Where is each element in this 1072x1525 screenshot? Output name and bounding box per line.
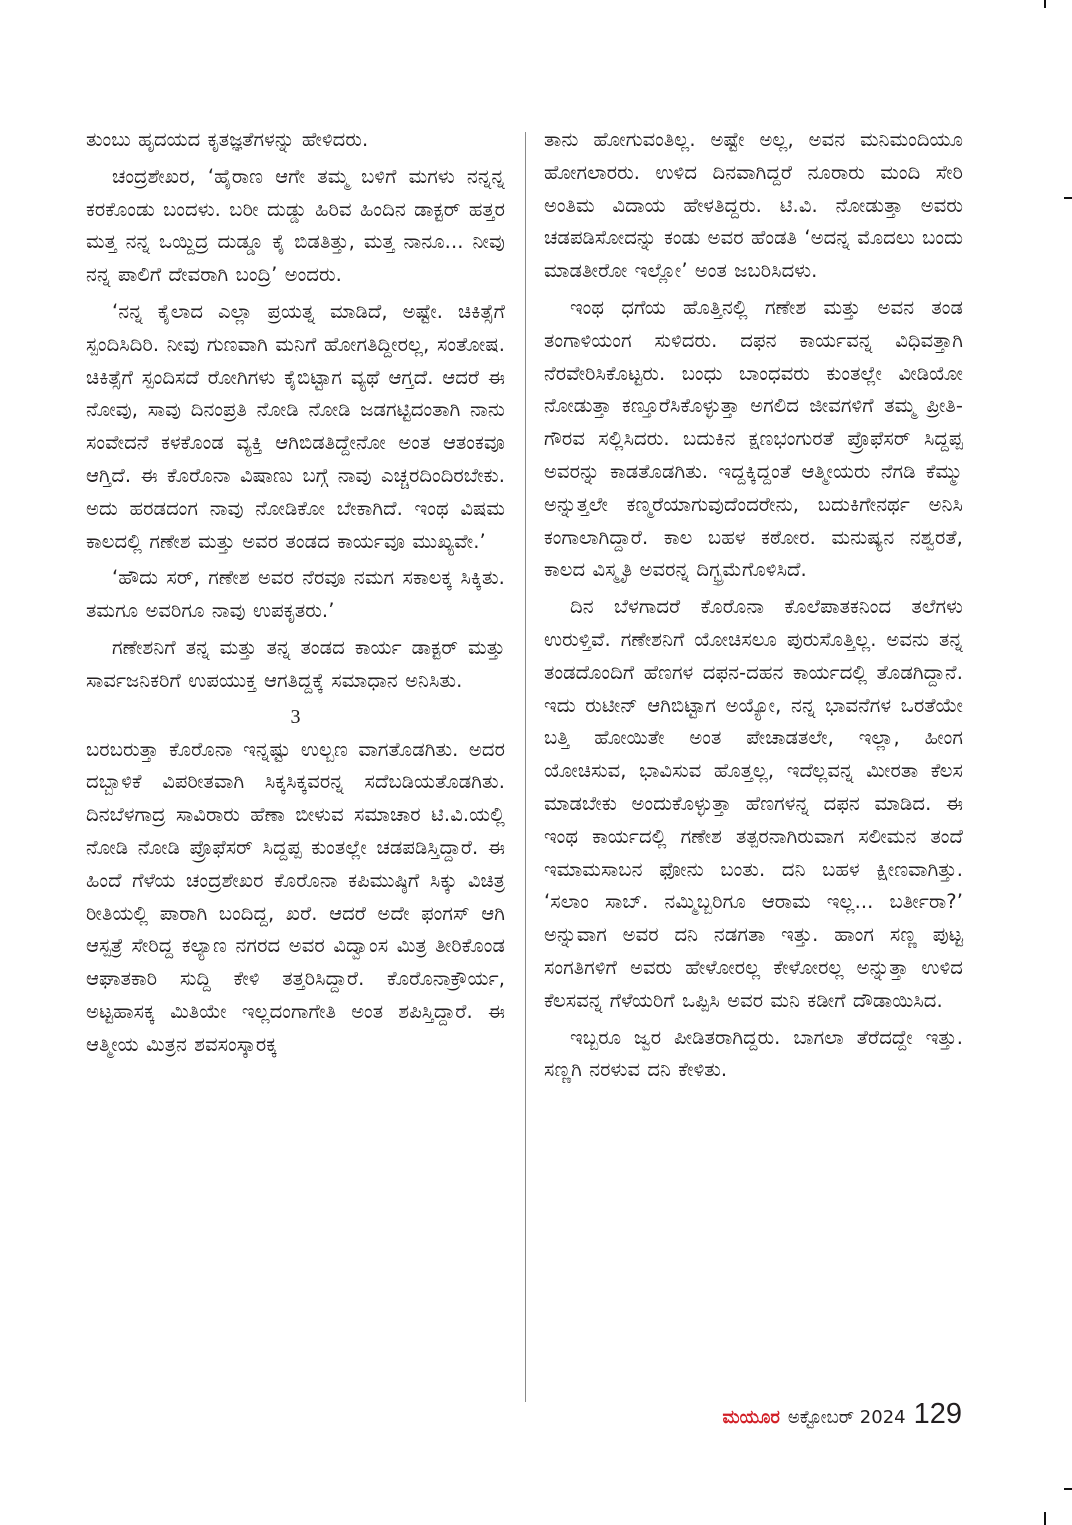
magazine-brand: ಮಯೂರ xyxy=(722,1407,780,1428)
paragraph: ‘ನನ್ನ ಕೈಲಾದ ಎಲ್ಲಾ ಪ್ರಯತ್ನ ಮಾಡಿದೆ, ಅಷ್ಟೇ. ಚಿಕಿತ್ಸೆಗೆ ಸ್ಪಂದಿಸಿದಿರಿ. ನೀವು ಗುಣವಾಗಿ ಮನಿಗೆ ಹೋಗತಿದ್ದೀರಲ್ಲ, ಸಂತೋಷ. ಚಿಕಿತ್ಸೆಗೆ ಸ್ಪಂದಿಸದೆ ರೋಗಿಗಳು ಕೈಬಿಟ್ಟಾಗ ವ್ಯಥೆ ಆಗ್ತದೆ. ಆದರೆ ಈ ನೋವು, ಸಾವು ದಿನಂಪ್ರತಿ ನೋಡಿ ನೋಡಿ ಜಡಗಟ್ಟಿದಂತಾಗಿ ನಾನು ಸಂವೇದನೆ ಕಳಕೊಂಡ ವ್ಯಕ್ತಿ ಆಗಿಬಿಡತಿದ್ದೇನೋ ಅಂತ ಆತಂಕವೂ ಆಗ್ತಿದೆ. ಈ ಕೊರೊನಾ ವಿಷಾಣು ಬಗ್ಗೆ ನಾವು ಎಚ್ಚರದಿಂದಿರಬೇಕು. ಅದು ಹರಡದಂಗ ನಾವು ನೋಡಿಕೋ ಬೇಕಾಗಿದೆ. ಇಂಥ ವಿಷಮ ಕಾಲದಲ್ಲಿ ಗಣೇಶ ಮತ್ತು ಅವರ ತಂಡದ ಕಾರ್ಯವೂ ಮುಖ್ಯವೇ.’ xyxy=(86,299,505,553)
right-column xyxy=(544,124,963,1087)
crop-mark-right-lower xyxy=(1064,1488,1072,1490)
column-divider xyxy=(525,132,526,1402)
article-page xyxy=(86,124,964,1454)
crop-mark-right-upper xyxy=(1064,197,1072,199)
paragraph: ತುಂಬು ಹೃದಯದ ಕೃತಜ್ಞತೆಗಳನ್ನು ಹೇಳಿದರು. xyxy=(86,128,369,151)
page-number: 129 xyxy=(913,1398,962,1430)
crop-mark-bottom-right xyxy=(1044,1512,1046,1525)
paragraph: ‘ಹೌದು ಸರ್, ಗಣೇಶ ಅವರ ನೆರವೂ ನಮಗ ಸಕಾಲಕ್ಕ ಸಿಕ್ಕಿತು. ತಮಗೂ ಅವರಿಗೂ ನಾವು ಉಪಕೃತರು.’ xyxy=(86,566,505,623)
paragraph: ಇಬ್ಬರೂ ಜ್ವರ ಪೀಡಿತರಾಗಿದ್ದರು. ಬಾಗಲಾ ತೆರೆದದ್ದೇ ಇತ್ತು. ಸಣ್ಣಗಿ ನರಳುವ ದನಿ ಕೇಳಿತು. xyxy=(544,1025,963,1082)
paragraph: ತಾನು ಹೋಗುವಂತಿಲ್ಲ. ಅಷ್ಟೇ ಅಲ್ಲ, ಅವನ ಮನಿಮಂದಿಯೂ ಹೋಗಲಾರರು. ಉಳಿದ ದಿನವಾಗಿದ್ದರೆ ನೂರಾರು ಮಂದಿ ಸೇರಿ ಅಂತಿಮ ವಿದಾಯ ಹೇಳತಿದ್ದರು. ಟಿ.ವಿ. ನೋಡುತ್ತಾ ಅವರು ಚಡಪಡಿಸೋದನ್ನು ಕಂಡು ಅವರ ಹೆಂಡತಿ ‘ಅದನ್ನ ಮೊದಲು ಬಂದು ಮಾಡತೀರೋ ಇಲ್ಲೋ’ ಅಂತ ಜಬರಿಸಿದಳು. xyxy=(544,128,963,283)
paragraph: ಇಂಥ ಧಗೆಯ ಹೊತ್ತಿನಲ್ಲಿ ಗಣೇಶ ಮತ್ತು ಅವನ ತಂಡ ತಂಗಾಳಿಯಂಗ ಸುಳಿದರು. ದಫನ ಕಾರ್ಯವನ್ನ ವಿಧಿವತ್ತಾಗಿ ನೆರವೇರಿಸಿಕೊಟ್ಟರು. ಬಂಧು ಬಾಂಧವರು ಕುಂತಲ್ಲೇ ವೀಡಿಯೋ ನೋಡುತ್ತಾ ಕಣ್ತೂರೆಸಿಕೊಳ್ಳುತ್ತಾ ಅಗಲಿದ ಜೀವಗಳಿಗೆ ತಮ್ಮ ಪ್ರೀತಿ-ಗೌರವ ಸಲ್ಲಿಸಿದರು. ಬದುಕಿನ ಕ್ಷಣಭಂಗುರತೆ ಪ್ರೊಫೆಸರ್ ಸಿದ್ದಪ್ಪ ಅವರನ್ನು ಕಾಡತೊಡಗಿತು. ಇದ್ದಕ್ಕಿದ್ದಂತೆ ಆತ್ಮೀಯರು ನೆಗಡಿ ಕೆಮ್ಮು ಅನ್ನುತ್ತಲೇ ಕಣ್ಮರೆಯಾಗುವುದೆಂದರೇನು, ಬದುಕಿಗೇನರ್ಥ ಅನಿಸಿ ಕಂಗಾಲಾಗಿದ್ದಾರೆ. ಕಾಲ ಬಹಳ ಕಠೋರ. ಮನುಷ್ಯನ ನಶ್ವರತೆ, ಕಾಲದ ವಿಸ್ಮೃತಿ ಅವರನ್ನ ದಿಗ್ಭ್ರಮೆಗೊಳಿಸಿದೆ. xyxy=(544,295,963,582)
page-footer xyxy=(722,1398,962,1431)
crop-mark-top-right xyxy=(1044,0,1046,8)
paragraph: ಬರಬರುತ್ತಾ ಕೊರೊನಾ ಇನ್ನಷ್ಟು ಉಲ್ಬಣ ವಾಗತೊಡಗಿತು. ಅದರ ದಬ್ಬಾಳಿಕೆ ವಿಪರೀತವಾಗಿ ಸಿಕ್ಕಸಿಕ್ಕವರನ್ನ ಸದೆಬಡಿಯತೊಡಗಿತು. ದಿನಬೆಳಗಾದ್ರ ಸಾವಿರಾರು ಹೆಣಾ ಬೀಳುವ ಸಮಾಚಾರ ಟಿ.ವಿ.ಯಲ್ಲಿ ನೋಡಿ ನೋಡಿ ಪ್ರೊಫೆಸರ್ ಸಿದ್ದಪ್ಪ ಕುಂತಲ್ಲೇ ಚಡಪಡಿಸ್ತಿದ್ದಾರೆ. ಈ ಹಿಂದೆ ಗೆಳೆಯ ಚಂದ್ರಶೇಖರ ಕೊರೊನಾ ಕಪಿಮುಷ್ಠಿಗೆ ಸಿಕ್ಕು ವಿಚಿತ್ರ ರೀತಿಯಲ್ಲಿ ಪಾರಾಗಿ ಬಂದಿದ್ದ, ಖರೆ. ಆದರೆ ಅದೇ ಫಂಗಸ್ ಆಗಿ ಆಸ್ಪತ್ರೆ ಸೇರಿದ್ದ ಕಲ್ಯಾಣ ನಗರದ ಅವರ ವಿದ್ವಾಂಸ ಮಿತ್ರ ತೀರಿಕೊಂಡ ಆಘಾತಕಾರಿ ಸುದ್ದಿ ಕೇಳಿ ತತ್ತರಿಸಿದ್ದಾರೆ. ಕೊರೊನಾಕ್ರೌರ್ಯ, ಅಟ್ಟಹಾಸಕ್ಕ ಮಿತಿಯೇ ಇಲ್ಲದಂಗಾಗೇತಿ ಅಂತ ಶಪಿಸ್ತಿದ್ದಾರೆ. ಈ ಆತ್ಮೀಯ ಮಿತ್ರನ ಶವಸಂಸ್ಕಾರಕ್ಕ xyxy=(86,737,505,1056)
left-column xyxy=(86,124,505,1062)
issue-date: ಅಕ್ಟೋಬರ್ 2024 xyxy=(787,1407,906,1428)
paragraph: ಚಂದ್ರಶೇಖರ, ‘ಹೈರಾಣ ಆಗೇ ತಮ್ಮ ಬಳಿಗೆ ಮಗಳು ನನ್ನನ್ನ ಕರಕೊಂಡು ಬಂದಳು. ಬರೀ ದುಡ್ಡು ಹಿರಿವ ಹಿಂದಿನ ಡಾಕ್ಟರ್ ಹತ್ತರ ಮತ್ತ ನನ್ನ ಒಯ್ದಿದ್ರ ದುಡ್ಡೂ ಕೈ ಬಿಡತಿತ್ತು, ಮತ್ತ ನಾನೂ... ನೀವು ನನ್ನ ಪಾಲಿಗೆ ದೇವರಾಗಿ ಬಂದ್ರಿ’ ಅಂದರು. xyxy=(86,164,505,287)
paragraph: ಗಣೇಶನಿಗೆ ತನ್ನ ಮತ್ತು ತನ್ನ ತಂಡದ ಕಾರ್ಯ ಡಾಕ್ಟರ್ ಮತ್ತು ಸಾರ್ವಜನಿಕರಿಗೆ ಉಪಯುಕ್ತ ಆಗತಿದ್ದಕ್ಕೆ ಸಮಾಧಾನ ಅನಿಸಿತು. xyxy=(86,635,505,692)
paragraph: ದಿನ ಬೆಳಗಾದರೆ ಕೊರೊನಾ ಕೊಲೆಪಾತಕನಿಂದ ತಲೆಗಳು ಉರುಳ್ತಿವೆ. ಗಣೇಶನಿಗೆ ಯೋಚಿಸಲೂ ಪುರುಸೊತ್ತಿಲ್ಲ. ಅವನು ತನ್ನ ತಂಡದೊಂದಿಗೆ ಹೆಣಗಳ ದಫನ-ದಹನ ಕಾರ್ಯದಲ್ಲಿ ತೊಡಗಿದ್ದಾನೆ. ಇದು ರುಟೀನ್ ಆಗಿಬಿಟ್ಟಾಗ ಅಯ್ಯೋ, ನನ್ನ ಭಾವನೆಗಳ ಒರತೆಯೇ ಬತ್ತಿ ಹೋಯಿತೇ ಅಂತ ಪೇಚಾಡತಲೇ, ಇಲ್ಲಾ, ಹೀಂಗ ಯೋಚಿಸುವ, ಭಾವಿಸುವ ಹೊತ್ತಲ್ಲ, ಇದೆಲ್ಲವನ್ನ ಮೀರತಾ ಕೆಲಸ ಮಾಡಬೇಕು ಅಂದುಕೊಳ್ಳುತ್ತಾ ಹೆಣಗಳನ್ನ ದಫನ ಮಾಡಿದ. ಈ ಇಂಥ ಕಾರ್ಯದಲ್ಲಿ ಗಣೇಶ ತತ್ಪರನಾಗಿರುವಾಗ ಸಲೀಮನ ತಂದೆ ಇಮಾಮಸಾಬನ ಫೋನು ಬಂತು. ದನಿ ಬಹಳ ಕ್ಷೀಣವಾಗಿತ್ತು. ‘ಸಲಾಂ ಸಾಬ್. ನಮ್ಮಿಬ್ಬರಿಗೂ ಆರಾಮ ಇಲ್ಲ... ಬರ್ತೀರಾ?’ ಅನ್ನುವಾಗ ಅವರ ದನಿ ನಡಗತಾ ಇತ್ತು. ಹಾಂಗ ಸಣ್ಣ ಪುಟ್ಟ ಸಂಗತಿಗಳಿಗೆ ಅವರು ಹೇಳೋರಲ್ಲ ಕೇಳೋರಲ್ಲ ಅನ್ನುತ್ತಾ ಉಳಿದ ಕೆಲಸವನ್ನ ಗೆಳೆಯರಿಗೆ ಒಪ್ಪಿಸಿ ಅವರ ಮನಿ ಕಡೀಗೆ ದೌಡಾಯಿಸಿದ. xyxy=(544,595,963,1012)
section-number: 3 xyxy=(290,705,301,728)
